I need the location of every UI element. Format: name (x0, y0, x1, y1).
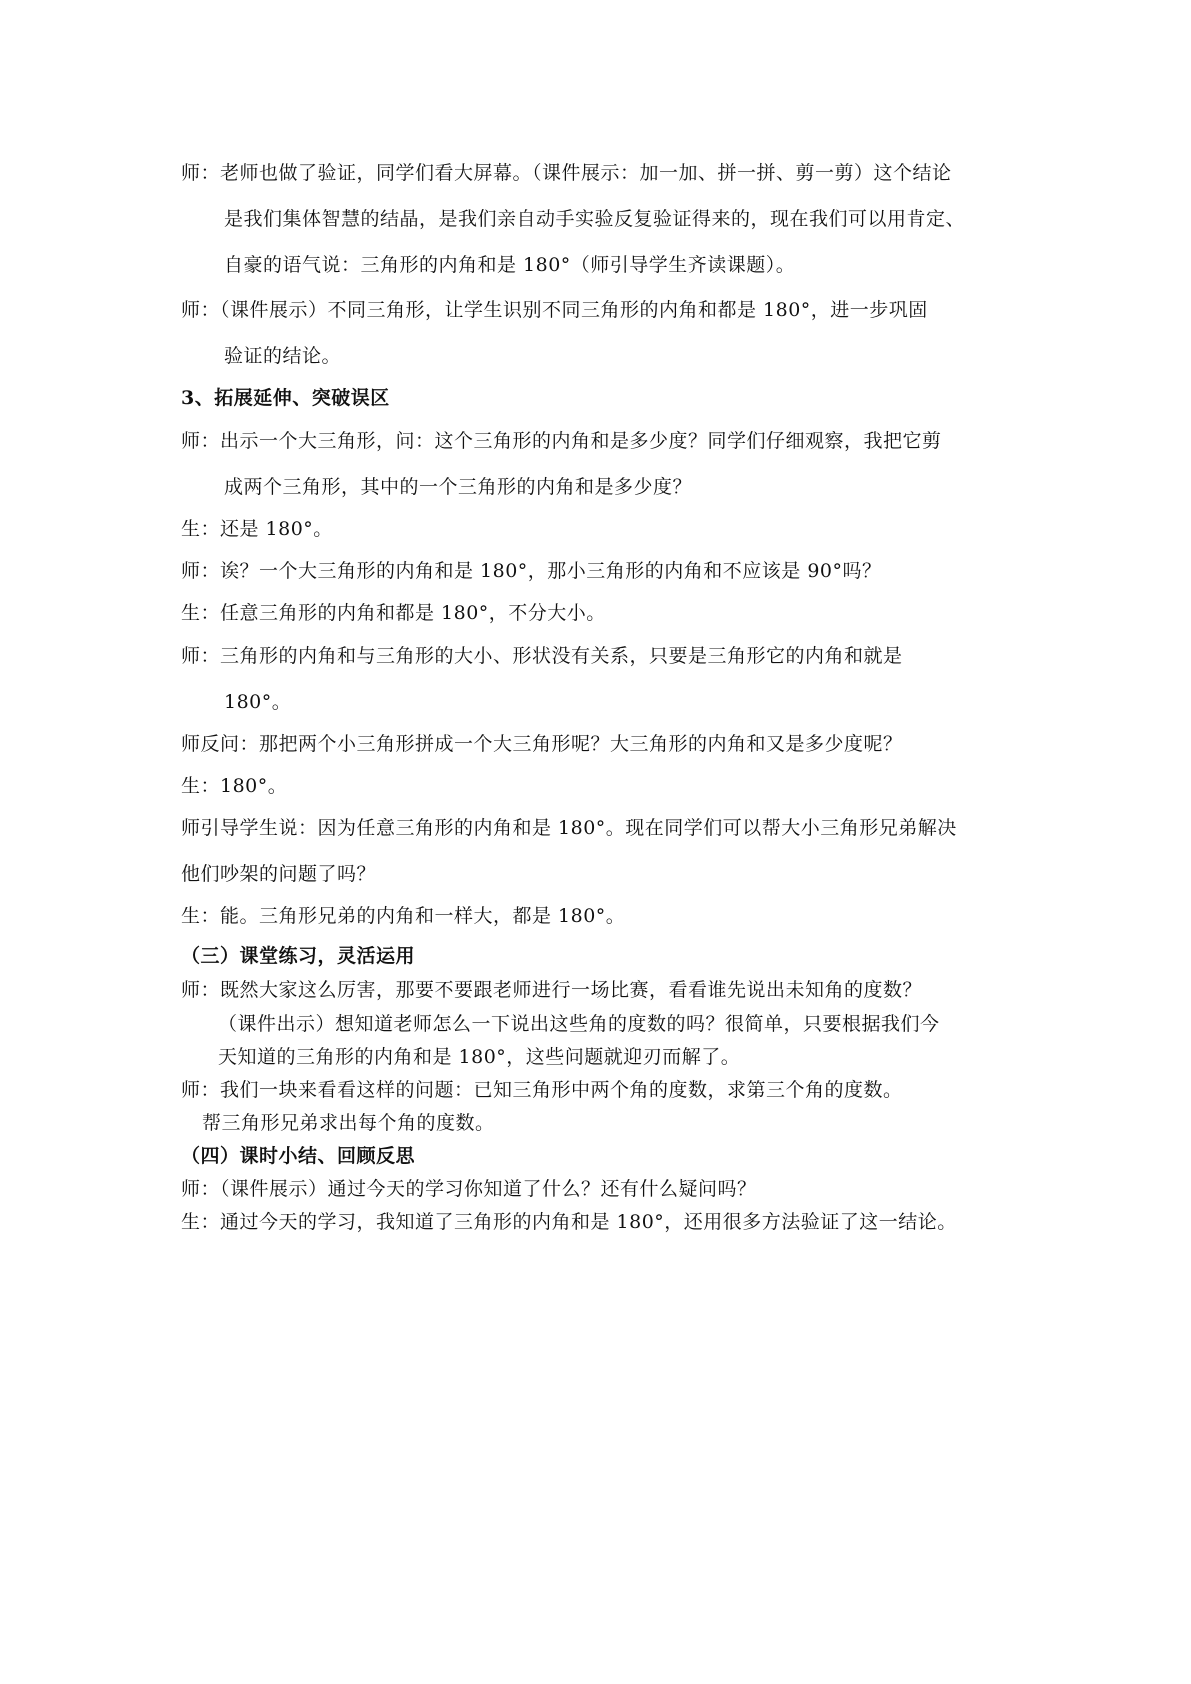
paragraph-line: 180°。 (224, 691, 292, 713)
paragraph-line: 师反问：那把两个小三角形拼成一个大三角形呢？大三角形的内角和又是多少度呢？ (181, 733, 903, 755)
paragraph-line: 生：任意三角形的内角和都是 180°，不分大小。 (181, 602, 606, 624)
paragraph-line: 生：能。三角形兄弟的内角和一样大，都是 180°。 (181, 905, 626, 927)
paragraph-line: 师：既然大家这么厉害，那要不要跟老师进行一场比赛，看看谁先说出未知角的度数？ (181, 979, 923, 1001)
section-heading: （三）课堂练习，灵活运用 (181, 945, 416, 967)
paragraph-line: 是我们集体智慧的结晶，是我们亲自动手实验反复验证得来的，现在我们可以用肯定、 (224, 208, 966, 230)
paragraph-line: 验证的结论。 (224, 345, 342, 367)
paragraph-line: 师：出示一个大三角形，问：这个三角形的内角和是多少度？同学们仔细观察，我把它剪 (181, 430, 942, 452)
paragraph-line: 生：180°。 (181, 775, 288, 797)
paragraph-line: 师：我们一块来看看这样的问题：已知三角形中两个角的度数，求第三个角的度数。 (181, 1079, 903, 1101)
paragraph-line: 成两个三角形，其中的一个三角形的内角和是多少度？ (224, 476, 693, 498)
section-heading: （四）课时小结、回顾反思 (181, 1145, 416, 1167)
paragraph-line: 他们吵架的问题了吗？ (181, 863, 377, 885)
paragraph-line: 师：诶？一个大三角形的内角和是 180°，那小三角形的内角和不应该是 90°吗？ (181, 560, 882, 582)
section-heading: 3、拓展延伸、突破误区 (181, 387, 390, 409)
paragraph-line: 师：老师也做了验证，同学们看大屏幕。（课件展示：加一加、拼一拼、剪一剪）这个结论 (181, 162, 952, 184)
paragraph-line: 自豪的语气说：三角形的内角和是 180°（师引导学生齐读课题）。 (224, 254, 796, 276)
paragraph-line: 天知道的三角形的内角和是 180°，这些问题就迎刃而解了。 (218, 1046, 741, 1068)
paragraph-line: 帮三角形兄弟求出每个角的度数。 (202, 1112, 495, 1134)
paragraph-line: 师：三角形的内角和与三角形的大小、形状没有关系，只要是三角形它的内角和就是 (181, 645, 903, 667)
paragraph-line: 生：通过今天的学习，我知道了三角形的内角和是 180°，还用很多方法验证了这一结论。 (181, 1211, 957, 1233)
paragraph-line: 师引导学生说：因为任意三角形的内角和是 180°。现在同学们可以帮大小三角形兄弟解决 (181, 817, 957, 839)
paragraph-line: （课件出示）想知道老师怎么一下说出这些角的度数的吗？很简单，只要根据我们今 (218, 1013, 940, 1035)
paragraph-line: 生：还是 180°。 (181, 518, 333, 540)
paragraph-line: 师：（课件展示）不同三角形，让学生识别不同三角形的内角和都是 180°，进一步巩固 (181, 299, 928, 321)
paragraph-line: 师：（课件展示）通过今天的学习你知道了什么？还有什么疑问吗？ (181, 1178, 757, 1200)
